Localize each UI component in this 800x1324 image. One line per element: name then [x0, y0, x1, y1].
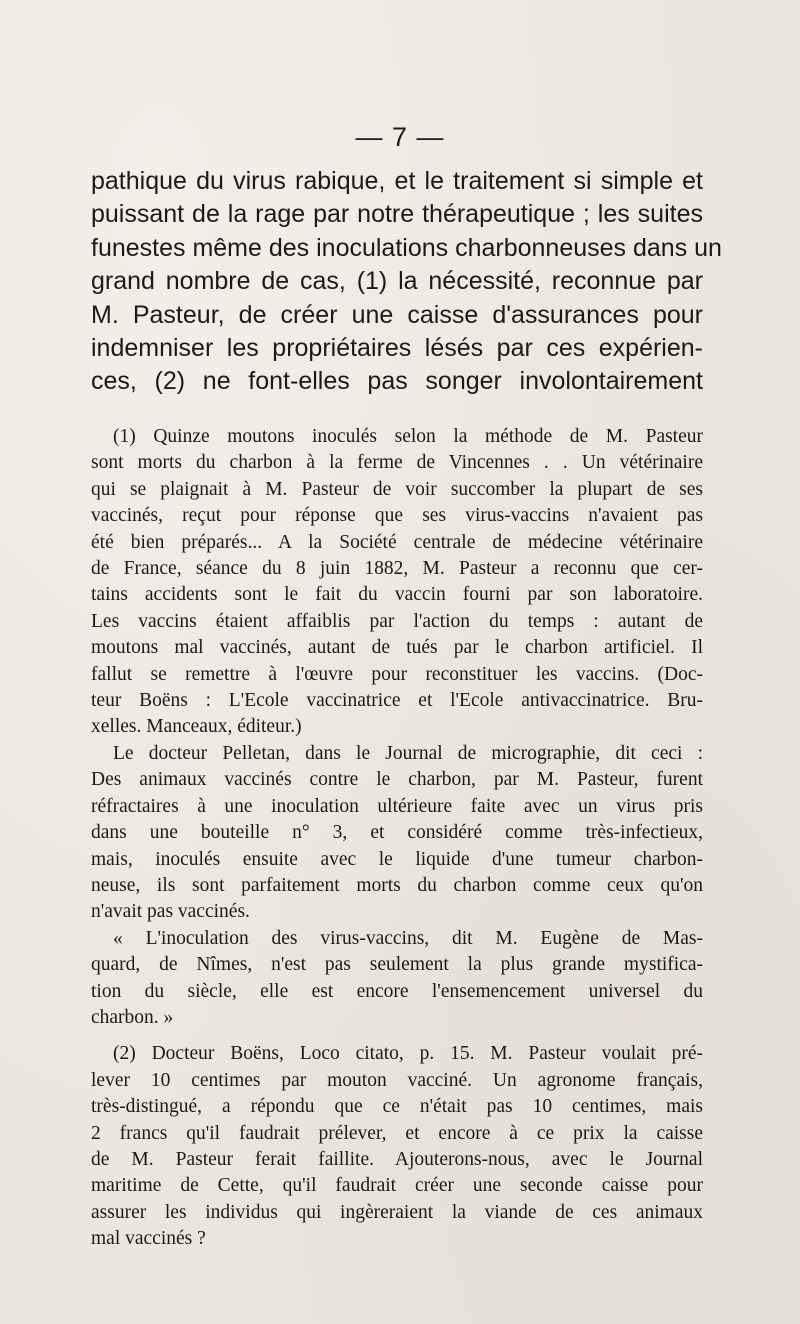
footnote-line: vaccinés, reçut pour réponse que ses virus-vaccins n'avaient pas — [91, 505, 703, 527]
footnote-gap — [91, 1031, 703, 1041]
footnote-line: xelles. Manceaux, éditeur.) — [91, 716, 302, 738]
footnote-line: de M. Pasteur ferait faillite. Ajouterons-nous, avec le Journal — [91, 1148, 703, 1170]
body-line: indemniser les propriétaires lésés par ces expérien- — [91, 334, 703, 363]
footnote-1-quote — [91, 926, 703, 1032]
footnote-line: Des animaux vaccinés contre le charbon, par M. Pasteur, furent — [91, 769, 703, 791]
footnote-line: dans une bouteille n° 3, et considéré comme très-infectieux, — [91, 822, 703, 844]
footnotes — [91, 424, 703, 1253]
footnote-line: maritime de Cette, qu'il faudrait créer une seconde caisse pour — [91, 1175, 703, 1197]
body-line: M. Pasteur, de créer une caisse d'assurances pour — [91, 300, 703, 329]
footnote-line: neuse, ils sont parfaitement morts du charbon comme ceux qu'on — [91, 874, 703, 896]
main-body-text — [91, 165, 722, 399]
footnote-line: « L'inoculation des virus-vaccins, dit M. Eugène de Mas- — [113, 927, 703, 949]
footnote-1-continued — [91, 741, 703, 926]
footnote-line: tains accidents sont le fait du vaccin fourni par son laboratoire. — [91, 584, 703, 606]
footnote-1 — [91, 424, 703, 741]
footnote-2 — [91, 1041, 703, 1252]
body-line: puissant de la rage par notre thérapeutique ; les suites — [91, 200, 703, 229]
footnote-line: charbon. » — [91, 1006, 174, 1028]
footnote-line: n'avait pas vaccinés. — [91, 901, 250, 923]
footnote-line: Les vaccins étaient affaiblis par l'action du temps : autant de — [91, 610, 703, 632]
footnote-line: teur Boëns : L'Ecole vaccinatrice et l'Ecole antivaccinatrice. Bru- — [91, 690, 703, 712]
footnote-line: mais, inoculés ensuite avec le liquide d'une tumeur charbon- — [91, 848, 703, 870]
footnote-line: quard, de Nîmes, n'est pas seulement la plus grande mystifica- — [91, 954, 703, 976]
body-line: ces, (2) ne font-elles pas songer involontairement — [91, 367, 703, 396]
footnote-line: très-distingué, a répondu que ce n'était pas 10 centimes, mais — [91, 1096, 703, 1118]
footnote-line: été bien préparés... A la Société centrale de médecine vétérinaire — [91, 531, 703, 553]
footnote-line: mal vaccinés ? — [91, 1228, 206, 1250]
footnote-line: (2) Docteur Boëns, Loco citato, p. 15. M. Pasteur voulait pré- — [113, 1043, 703, 1065]
footnote-line: assurer les individus qui ingèreraient la viande de ces animaux — [91, 1201, 703, 1223]
page-number: — 7 — — [355, 122, 445, 152]
body-line: pathique du virus rabique, et le traitement si simple et — [91, 167, 703, 195]
footnote-line: Le docteur Pelletan, dans le Journal de micrographie, dit ceci : — [113, 742, 703, 764]
footnote-line: lever 10 centimes par mouton vacciné. Un agronome français, — [91, 1069, 703, 1091]
footnote-line: réfractaires à une inoculation ultérieure faite avec un virus pris — [91, 795, 703, 817]
footnote-line: tion du siècle, elle est encore l'ensemencement universel du — [91, 980, 703, 1002]
footnote-line: moutons mal vaccinés, autant de tués par le charbon artificiel. Il — [91, 637, 703, 659]
body-line: funestes même des inoculations charbonneuses dans un — [91, 233, 722, 262]
footnote-line: de France, séance du 8 juin 1882, M. Pasteur a reconnu que cer- — [91, 558, 703, 580]
footnote-line: 2 francs qu'il faudrait prélever, et encore à ce prix la caisse — [91, 1122, 703, 1144]
footnote-line: sont morts du charbon à la ferme de Vincennes . . Un vétérinaire — [91, 452, 703, 474]
footnote-line: fallut se remettre à l'œuvre pour reconstituer les vaccins. (Doc- — [91, 663, 703, 685]
footnote-line: (1) Quinze moutons inoculés selon la méthode de M. Pasteur — [113, 426, 703, 447]
body-line: grand nombre de cas, (1) la nécessité, reconnue par — [91, 267, 703, 296]
footnote-line: qui se plaignait à M. Pasteur de voir succomber la plupart de ses — [91, 478, 703, 500]
